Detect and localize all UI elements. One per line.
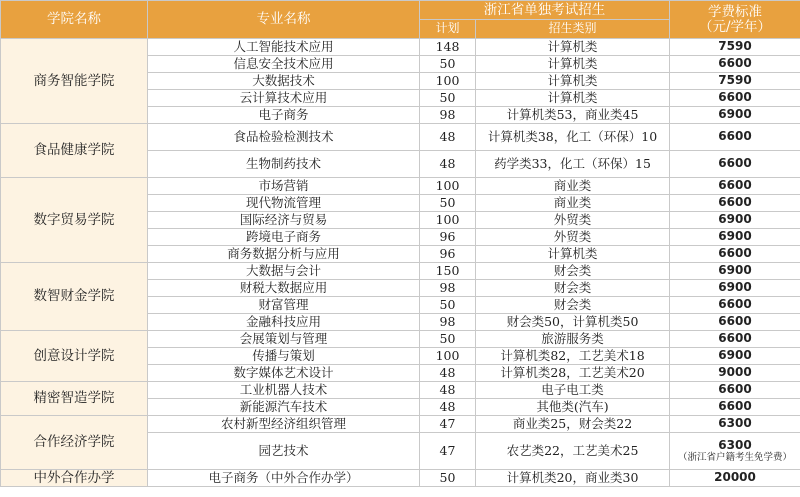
plan-cell: 48: [420, 399, 476, 416]
fee-cell: [670, 433, 800, 470]
college-cell: 合作经济学院: [1, 416, 148, 470]
college-cell: 商务智能学院: [1, 39, 148, 124]
category-cell: 计算机类28，工艺美术20: [476, 365, 670, 382]
fee-value: 6300: [718, 416, 752, 431]
plan-cell: 50: [420, 56, 476, 73]
fee-cell: [670, 178, 800, 195]
major-cell: 财富管理: [148, 297, 420, 314]
fee-value: 7590: [718, 73, 752, 88]
header-fee: [670, 1, 800, 39]
major-cell: 传播与策划: [148, 348, 420, 365]
major-cell: 信息安全技术应用: [148, 56, 420, 73]
table-row: [1, 470, 800, 487]
fee-cell: [670, 365, 800, 382]
major-cell: 人工智能技术应用: [148, 39, 420, 56]
plan-cell: 98: [420, 107, 476, 124]
table-row: [1, 382, 800, 399]
fee-cell: [670, 73, 800, 90]
college-cell: 中外合作办学: [1, 470, 148, 487]
fee-cell: [670, 416, 800, 433]
fee-cell: [670, 246, 800, 263]
category-cell: 计算机类: [476, 246, 670, 263]
plan-cell: 150: [420, 263, 476, 280]
fee-value: 6900: [718, 107, 752, 122]
fee-cell: [670, 382, 800, 399]
college-cell: 精密智造学院: [1, 382, 148, 416]
plan-cell: 50: [420, 195, 476, 212]
fee-cell: [670, 90, 800, 107]
fee-cell: [670, 470, 800, 487]
fee-value: 6600: [718, 314, 752, 329]
fee-value: 6600: [718, 56, 752, 71]
table-body: [1, 39, 800, 487]
major-cell: 大数据与会计: [148, 263, 420, 280]
major-cell: 商务数据分析与应用: [148, 246, 420, 263]
category-cell: 外贸类: [476, 212, 670, 229]
category-cell: 计算机类: [476, 90, 670, 107]
fee-value: 6900: [718, 212, 752, 227]
major-cell: 数字媒体艺术设计: [148, 365, 420, 382]
major-cell: 电子商务（中外合作办学）: [148, 470, 420, 487]
plan-cell: 98: [420, 314, 476, 331]
fee-value: 7590: [718, 39, 752, 54]
category-cell: 财会类50，计算机类50: [476, 314, 670, 331]
plan-cell: 48: [420, 382, 476, 399]
plan-cell: 47: [420, 433, 476, 470]
header-category: 招生类别: [476, 20, 670, 39]
category-cell: 财会类: [476, 280, 670, 297]
plan-cell: 50: [420, 90, 476, 107]
category-cell: 商业类: [476, 195, 670, 212]
plan-cell: 100: [420, 178, 476, 195]
fee-value: 9000: [718, 365, 752, 380]
fee-value: 6600: [718, 382, 752, 397]
fee-value: 6900: [718, 280, 752, 295]
major-cell: 大数据技术: [148, 73, 420, 90]
fee-cell: [670, 280, 800, 297]
header-fee-line1: 学费标准: [708, 3, 762, 20]
table-row: [1, 39, 800, 56]
header-college: 学院名称: [1, 1, 148, 39]
plan-cell: 98: [420, 280, 476, 297]
category-cell: 计算机类38，化工（环保）10: [476, 124, 670, 151]
fee-cell: [670, 195, 800, 212]
category-cell: 财会类: [476, 263, 670, 280]
fee-value: 6600: [718, 90, 752, 105]
fee-value: 6600: [718, 246, 752, 261]
category-cell: 商业类25，财会类22: [476, 416, 670, 433]
college-cell: 数字贸易学院: [1, 178, 148, 263]
table-row: [1, 416, 800, 433]
plan-cell: 50: [420, 470, 476, 487]
category-cell: 农艺类22，工艺美术25: [476, 433, 670, 470]
header-fee-line2: （元/学年）: [698, 18, 772, 35]
fee-value: 6600: [718, 297, 752, 312]
category-cell: 外贸类: [476, 229, 670, 246]
major-cell: 会展策划与管理: [148, 331, 420, 348]
fee-cell: [670, 39, 800, 56]
category-cell: 商业类: [476, 178, 670, 195]
major-cell: 电子商务: [148, 107, 420, 124]
category-cell: 电子电工类: [476, 382, 670, 399]
fee-cell: [670, 107, 800, 124]
college-cell: 食品健康学院: [1, 124, 148, 178]
category-cell: 计算机类: [476, 39, 670, 56]
table-header: [1, 1, 800, 39]
table-row: [1, 331, 800, 348]
plan-cell: 100: [420, 73, 476, 90]
fee-cell: [670, 212, 800, 229]
fee-value: 6900: [718, 348, 752, 363]
table-row: [1, 124, 800, 151]
plan-cell: 48: [420, 124, 476, 151]
plan-cell: 100: [420, 212, 476, 229]
plan-cell: 48: [420, 151, 476, 178]
category-cell: 其他类(汽车): [476, 399, 670, 416]
plan-cell: 96: [420, 229, 476, 246]
major-cell: 市场营销: [148, 178, 420, 195]
category-cell: 计算机类: [476, 56, 670, 73]
plan-cell: 148: [420, 39, 476, 56]
category-cell: 药学类33，化工（环保）15: [476, 151, 670, 178]
fee-note: （浙江省户籍考生免学费）: [677, 451, 792, 463]
fee-cell: [670, 124, 800, 151]
fee-value: 6600: [718, 178, 752, 193]
major-cell: 新能源汽车技术: [148, 399, 420, 416]
header-group: 浙江省单独考试招生: [420, 1, 670, 20]
plan-cell: 100: [420, 348, 476, 365]
table-row: [1, 178, 800, 195]
fee-value: 6300: [718, 437, 752, 452]
fee-cell: [670, 331, 800, 348]
plan-cell: 47: [420, 416, 476, 433]
fee-value: 6600: [718, 156, 752, 171]
major-cell: 生物制药技术: [148, 151, 420, 178]
major-cell: 跨境电子商务: [148, 229, 420, 246]
fee-cell: [670, 348, 800, 365]
fee-value: 20000: [714, 470, 756, 485]
fee-cell: [670, 56, 800, 73]
college-cell: 创意设计学院: [1, 331, 148, 382]
major-cell: 国际经济与贸易: [148, 212, 420, 229]
category-cell: 旅游服务类: [476, 331, 670, 348]
plan-cell: 48: [420, 365, 476, 382]
fee-value: 6900: [718, 263, 752, 278]
category-cell: 计算机类20，商业类30: [476, 470, 670, 487]
plan-cell: 50: [420, 331, 476, 348]
major-cell: 食品检验检测技术: [148, 124, 420, 151]
header-plan: 计划: [420, 20, 476, 39]
category-cell: 计算机类53，商业类45: [476, 107, 670, 124]
fee-value: 6900: [718, 229, 752, 244]
plan-cell: 96: [420, 246, 476, 263]
major-cell: 园艺技术: [148, 433, 420, 470]
fee-cell: [670, 297, 800, 314]
fee-value: 6600: [718, 399, 752, 414]
major-cell: 云计算技术应用: [148, 90, 420, 107]
fee-cell: [670, 399, 800, 416]
major-cell: 金融科技应用: [148, 314, 420, 331]
category-cell: 计算机类: [476, 73, 670, 90]
category-cell: 计算机类82，工艺美术18: [476, 348, 670, 365]
header-major: 专业名称: [148, 1, 420, 39]
college-cell: 数智财金学院: [1, 263, 148, 331]
fee-cell: [670, 314, 800, 331]
major-cell: 农村新型经济组织管理: [148, 416, 420, 433]
major-cell: 财税大数据应用: [148, 280, 420, 297]
fee-value: 6600: [718, 129, 752, 144]
fee-value: 6600: [718, 331, 752, 346]
plan-cell: 50: [420, 297, 476, 314]
fee-cell: [670, 229, 800, 246]
fee-cell: [670, 263, 800, 280]
major-cell: 现代物流管理: [148, 195, 420, 212]
fee-cell: [670, 151, 800, 178]
fee-value: 6600: [718, 195, 752, 210]
major-cell: 工业机器人技术: [148, 382, 420, 399]
table-row: [1, 263, 800, 280]
category-cell: 财会类: [476, 297, 670, 314]
